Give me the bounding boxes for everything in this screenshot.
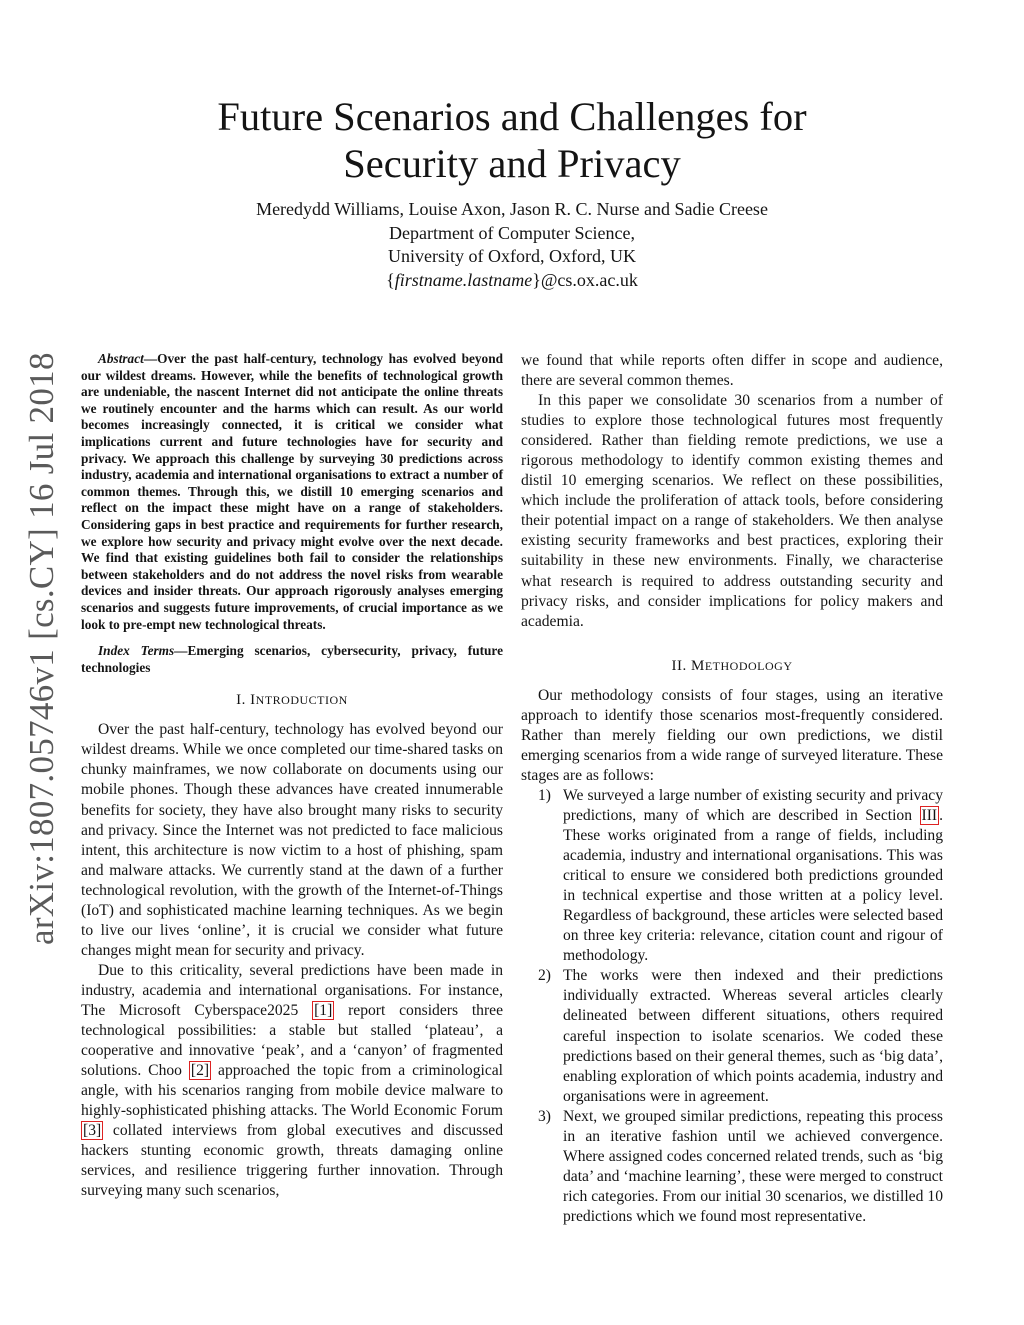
list-item <box>521 966 943 1106</box>
intro-paragraph-3: In this paper we consolidate 30 scenarios from a number of studies to explore those technological futures most frequently considered. Rather than fielding remote predictions, we use a rigorous methodology to identify common existing themes and distil 10 emerging scenarios. We reflect on these possibilities, which include the proliferation of attack tools, before considering their potential impact on a range of stakeholders. We then analyse existing security frameworks and best practices, exploring their suitability in these new environments. Finally, we characterise what research is required to address outstanding security and privacy risks, and consider implications for policy makers and academia. <box>521 392 943 630</box>
arxiv-identifier: arXiv:1807.05746v1 [cs.CY] 16 Jul 2018 <box>22 352 61 945</box>
text-run: We surveyed a large number of existing security and privacy predictions, many of which are described in Section <box>563 786 943 824</box>
text-run: approached the topic from a criminological angle, with his scenarios ranging from mobile device malware to highly-sophisticated phishing attacks. The World Economic Forum <box>81 1062 504 1120</box>
citation-link-2[interactable]: [2] <box>190 1062 210 1080</box>
section-initial: M <box>691 657 705 674</box>
author-block <box>112 198 912 292</box>
list-item <box>521 786 943 966</box>
index-terms <box>81 643 503 676</box>
email-domain: }@cs.ox.ac.uk <box>532 269 638 290</box>
author-names: Meredydd Williams, Louise Axon, Jason R. C. Nurse and Sadie Creese <box>256 199 768 219</box>
index-terms-body: —Emerging scenarios, cybersecurity, privacy, future technologies <box>81 643 503 675</box>
list-number: 1) <box>538 786 551 804</box>
citation-link-1[interactable]: [1] <box>314 1001 333 1019</box>
section-numeral: II. <box>671 657 691 674</box>
author-department: Department of Computer Science, <box>389 222 635 243</box>
text-run: report considers three technological possibilities: a stable but stalled ‘plateau’, a cooperative and innovative ‘peak’, and a ‘canyon’ of fragmented solutions. Choo <box>81 1001 503 1080</box>
right-column <box>521 351 943 1227</box>
abstract-body: —Over the past half-century, technology has evolved beyond our wildest dreams. However, while the benefits of technological growth are undeniable, the nascent Internet did not anticipate the online threats we routinely encounter and the harms which can result. As our world becomes increasingly connected, it is critical we consider what implications current and future technologies have for security and privacy. We approach this challenge by surveying 30 predictions across industry, academia and international organisations to extract a number of common themes. Through this, we distill 10 emerging scenarios and reflect on the impact these might have on a range of stakeholders. Considering gaps in best practice and requirements for further research, we explore how security and privacy might evolve over the next decade. We find that existing guidelines both fail to consider the relationships between stakeholders and do not address the novel risks from wearable devices and insider threats. Our approach rigorously analyses emerging scenarios and suggests future improvements, of crucial importance as we look to pre-empt new technological threats. <box>81 351 503 632</box>
text-run: Due to this criticality, several predictions have been made in industry, academia and international organisations. For instance, The Microsoft Cyberspace2025 <box>81 961 503 1019</box>
index-terms-label: Index Terms <box>98 643 175 659</box>
author-email <box>112 269 912 293</box>
author-university: University of Oxford, Oxford, UK <box>388 246 636 266</box>
section-reference-link[interactable]: III <box>921 806 938 824</box>
text-run: . These works originated from a range of fields, including academia, industry and international organisations. This was critical to ensure we considered both predictions grounded in technical expertise and those written at a policy level. Regardless of background, these articles were selected based on three key criteria: relevance, citation count and rigour of methodology. <box>563 806 943 965</box>
abstract <box>81 351 503 676</box>
list-item <box>521 1107 943 1227</box>
left-column <box>81 351 503 1201</box>
title-line-1: Future Scenarios and Challenges for <box>217 94 807 139</box>
title-line-2: Security and Privacy <box>343 141 681 186</box>
email-placeholder: firstname.lastname <box>394 269 533 290</box>
section-heading-introduction <box>81 690 503 710</box>
text-run: The works were then indexed and their predictions individually extracted. Whereas several articles clearly delineated between different situations, others required careful inspection to isolate scenarios. We coded these predictions based on their general themes, such as ‘big data’, enabling exploration of which points academia, industry and organisations were in agreement. <box>563 967 943 1105</box>
intro-paragraph-2 <box>81 961 503 1202</box>
intro-continuation: we found that while reports often differ in scope and audience, there are several common themes. <box>521 352 943 390</box>
section-initial: I <box>250 692 256 709</box>
abstract-label: Abstract <box>98 351 144 366</box>
text-run: Next, we grouped similar predictions, repeating this process in an iterative fashion until we achieved convergence. Where assigned codes concerned related trends, such as ‘big data’ and ‘machine learning’, these were merged to construct rich categories. From our initial 30 scenarios, we distilled 10 predictions which we found most representative. <box>563 1107 944 1225</box>
list-number: 3) <box>538 1107 551 1125</box>
paper-title <box>112 93 912 187</box>
methodology-steps <box>521 786 943 1227</box>
list-number: 2) <box>538 967 551 985</box>
methodology-intro: Our methodology consists of four stages, using an iterative approach to identify those scenarios most-frequently considered. Rather than merely fielding our own predictions, we distil emerging scenarios from a wide range of surveyed literature. These stages are as follows: <box>521 686 943 784</box>
section-numeral: I. <box>236 692 251 709</box>
intro-paragraph-1: Over the past half-century, technology has evolved beyond our wildest dreams. While we once completed our time-shared tasks on chunky mainframes, we now collaborate on documents using our mobile phones. Though these advances have created innumerable benefits for society, they have also brought many risks to security and privacy. Since the Internet was not predicted to face malicious intent, this architecture is now victim to a host of phishing, spam and malware attacks. We currently stand at the dawn of a further technological revolution, with the growth of the Internet-of-Things (IoT) and sophisticated machine learning techniques. As we begin to live our lives ‘online’, it is crucial we consider what future changes might mean for security and privacy. <box>81 721 503 959</box>
section-smallcaps: NTRODUCTION <box>255 693 348 708</box>
section-smallcaps: ETHODOLOGY <box>704 658 793 673</box>
citation-link-3[interactable]: [3] <box>83 1122 102 1140</box>
section-heading-methodology <box>521 656 943 676</box>
email-open: { <box>386 269 395 290</box>
text-run: collated interviews from global executives and discussed hackers stunting economic growth, threats damaging online services, and resilience triggering further innovation. Through surveying many such scenarios, <box>81 1122 503 1200</box>
abstract-text <box>81 351 503 633</box>
